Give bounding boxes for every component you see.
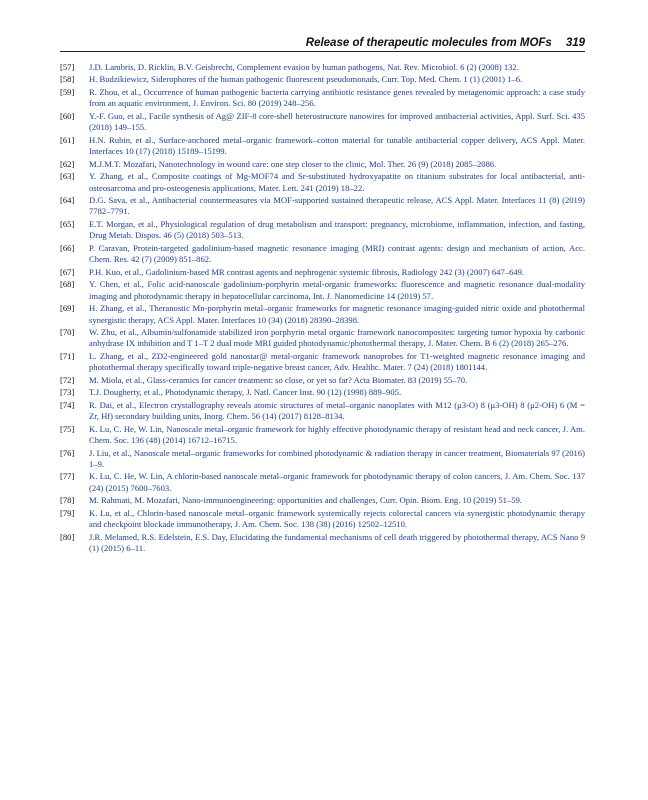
reference-number: [68] — [60, 279, 75, 290]
reference-item — [60, 74, 585, 85]
reference-citation-link[interactable]: R. Dai, et al., Electron crystallography reveals atomic structures of metal–organic nanoplates with M12 (μ3-O) 8 (μ3-OH) 8 (μ2-OH) 6 (M = Zr, Hf) secondary building units, Inorg. Chem. 56 (14) (2017) 8128–8134. — [89, 399, 585, 422]
reference-item — [60, 327, 585, 350]
reference-number: [59] — [60, 86, 75, 97]
reference-item — [60, 387, 585, 398]
reference-item — [60, 351, 585, 374]
reference-number: [63] — [60, 171, 75, 182]
reference-citation-link[interactable]: E.T. Morgan, et al., Physiological regulation of drug metabolism and transport: pregnancy, microbiome, inflammation, infection, and fasting, Drug Metab. Dispos. 46 (5) (2018) 503–513. — [89, 218, 585, 241]
reference-citation-link[interactable]: Y. Chen, et al., Folic acid-nanoscale gadolinium-porphyrin metal-organic frameworks: fluorescence and magnetic resonance dual-modality imaging and photodynamic therapy in hepatocellular carcinoma, Int. J. Nanomedicine 14 (2019) 57. — [89, 279, 585, 301]
reference-citation-link[interactable]: J.R. Melamed, R.S. Edelstein, E.S. Day, Elucidating the fundamental mechanisms of cell death triggered by photothermal therapy, ACS Nano 9 (1) (2015) 6–11. — [89, 531, 585, 554]
reference-number: [74] — [60, 399, 75, 410]
reference-number: [58] — [60, 74, 75, 85]
reference-number: [79] — [60, 507, 75, 518]
reference-item — [60, 267, 585, 278]
reference-citation-link[interactable]: Y.-F. Guo, et al., Facile synthesis of Ag@ ZIF-8 core-shell heterostructure nanowires for improved antibacterial activities, Appl. Surf. Sci. 435 (2018) 149–155. — [89, 110, 585, 133]
reference-item — [60, 243, 585, 266]
reference-item — [60, 400, 585, 423]
running-title: Release of therapeutic molecules from MOFs — [305, 37, 552, 49]
reference-citation-link[interactable]: M.J.M.T. Mozafari, Nanotechnology in wound care: one step closer to the clinic, Mol. Ther. 26 (9) (2018) 2085–2086. — [89, 158, 497, 169]
reference-item — [60, 471, 585, 494]
reference-citation-link[interactable]: W. Zhu, et al., Albumin/sulfonamide stabilized iron porphyrin metal organic framework nanocomposites: targeting tumor hypoxia by carbonic anhydrase IX inhibition and T 1–T 2 dual mode MRI guided photodynamic/photothermal therapy, J. Mater. Chem. B 6 (2) (2018) 265–276. — [89, 326, 585, 349]
reference-item — [60, 279, 585, 302]
reference-citation-link[interactable]: M. Rahmati, M. Mozafari, Nano-immunoengineering: opportunities and challenges, Curr. Opin. Biom. Eng. 10 (2019) 51–59. — [89, 495, 522, 506]
reference-number: [73] — [60, 387, 75, 398]
reference-number: [66] — [60, 242, 75, 253]
reference-number: [62] — [60, 158, 75, 169]
reference-number: [72] — [60, 374, 75, 385]
reference-number: [76] — [60, 447, 75, 458]
reference-item — [60, 508, 585, 531]
reference-number: [64] — [60, 194, 75, 205]
reference-item — [60, 135, 585, 158]
reference-citation-link[interactable]: H. Zhang, et al., Theranostic Mn-porphyrin metal–organic frameworks for magnetic resonance imaging-guided nitric oxide and photothermal synergistic therapy, ACS Appl. Mater. Interfaces 10 (34) (2018) 28390–28398. — [89, 303, 585, 325]
reference-number: [80] — [60, 531, 75, 542]
reference-citation-link[interactable]: J. Liu, et al., Nanoscale metal–organic frameworks for combined photodynamic & radiation therapy in cancer treatment, Biomaterials 97 (2016) 1–9. — [89, 447, 585, 469]
reference-item — [60, 111, 585, 134]
reference-citation-link[interactable]: D.G. Sava, et al., Antibacterial countermeasures via MOF-supported sustained therapeutic release, ACS Appl. Mater. Interfaces 11 (8) (2019) 7782–7791. — [89, 194, 585, 217]
reference-citation-link[interactable]: M. Miola, et al., Glass-ceramics for cancer treatment: so close, or yet so far? Acta Biomater. 83 (2019) 55–70. — [89, 374, 468, 385]
reference-item — [60, 303, 585, 326]
reference-item — [60, 375, 585, 386]
reference-number: [70] — [60, 326, 75, 337]
reference-citation-link[interactable]: J.D. Lambris, D. Ricklin, B.V. Geisbrecht, Complement evasion by human pathogens, Nat. Rev. Microbiol. 6 (2) (2008) 132. — [89, 62, 519, 72]
reference-item — [60, 495, 585, 506]
reference-citation-link[interactable]: K. Lu, et al., Chlorin-based nanoscale metal–organic framework systemically rejects colorectal cancers via synergistic photodynamic therapy and checkpoint blockade immunotherapy, J. Am. Chem. Soc. 138 (38) (2016) 12502–12510. — [89, 507, 585, 530]
reference-citation-link[interactable]: R. Zhou, et al., Occurrence of human pathogenic bacteria carrying antibiotic resistance genes revealed by metagenomic approach: a case study from an aquatic environment, J. Environ. Sci. 80 (2019) 248–256. — [89, 86, 585, 109]
reference-citation-link[interactable]: P.H. Kuo, et al., Gadolinium-based MR contrast agents and nephrogenic systemic fibrosis, Radiology 242 (3) (2007) 647–649. — [89, 266, 525, 277]
reference-number: [61] — [60, 134, 75, 145]
page-header — [60, 32, 585, 52]
reference-citation-link[interactable]: L. Zhang, et al., ZD2-engineered gold nanostar@ metal-organic framework nanoprobes for T1-weighted magnetic resonance imaging and photothermal therapy specifically toward triple-negative breast cancer, Adv. Healthc. Mater. 7 (24) (2018) 1801144. — [89, 350, 585, 373]
reference-number: [71] — [60, 350, 75, 361]
reference-item — [60, 448, 585, 471]
reference-number: [78] — [60, 495, 75, 506]
reference-number: [69] — [60, 303, 75, 314]
reference-citation-link[interactable]: P. Caravan, Protein-targeted gadolinium-based magnetic resonance imaging (MRI) contrast agents: design and mechanism of action, Acc. Chem. Res. 42 (7) (2009) 851–862. — [89, 242, 585, 265]
reference-citation-link[interactable]: T.J. Dougherty, et al., Photodynamic therapy, J. Natl. Cancer Inst. 90 (12) (1998) 889–905. — [89, 387, 402, 398]
reference-item — [60, 87, 585, 110]
reference-citation-link[interactable]: Y. Zhang, et al., Composite coatings of Mg-MOF74 and Sr-substituted hydroxyapatite on titanium substrates for local antibacterial, anti-osteosarcoma and pro-osteogenesis applications, Mater. Lett. 241 (2019) 18–22. — [89, 171, 585, 193]
reference-number: [67] — [60, 266, 75, 277]
page-number: 319 — [565, 37, 585, 49]
reference-number: [60] — [60, 110, 75, 121]
reference-item — [60, 171, 585, 194]
reference-list — [60, 62, 585, 556]
reference-citation-link[interactable]: H.N. Rubin, et al., Surface-anchored metal–organic framework–cotton material for tunable antibacterial copper delivery, ACS Appl. Mater. Interfaces 10 (17) (2018) 15189–15199. — [89, 134, 585, 157]
reference-item — [60, 532, 585, 555]
reference-number: [75] — [60, 423, 75, 434]
reference-citation-link[interactable]: K. Lu, C. He, W. Lin, A chlorin-based nanoscale metal–organic framework for photodynamic therapy of colon cancers, J. Am. Chem. Soc. 137 (24) (2015) 7600–7603. — [89, 471, 585, 493]
reference-number: [77] — [60, 471, 75, 482]
reference-number: [65] — [60, 218, 75, 229]
reference-citation-link[interactable]: H. Budzikiewicz, Siderophores of the human pathogenic fluorescent pseudomonads, Curr. Top. Med. Chem. 1 (1) (2001) 1–6. — [89, 74, 523, 85]
reference-item — [60, 62, 585, 73]
reference-item — [60, 195, 585, 218]
reference-item — [60, 219, 585, 242]
reference-item — [60, 424, 585, 447]
reference-citation-link[interactable]: K. Lu, C. He, W. Lin, Nanoscale metal–organic framework for highly effective photodynamic therapy of resistant head and neck cancer, J. Am. Chem. Soc. 136 (48) (2014) 16712–16715. — [89, 423, 585, 446]
reference-number: [57] — [60, 62, 75, 72]
reference-item — [60, 159, 585, 170]
